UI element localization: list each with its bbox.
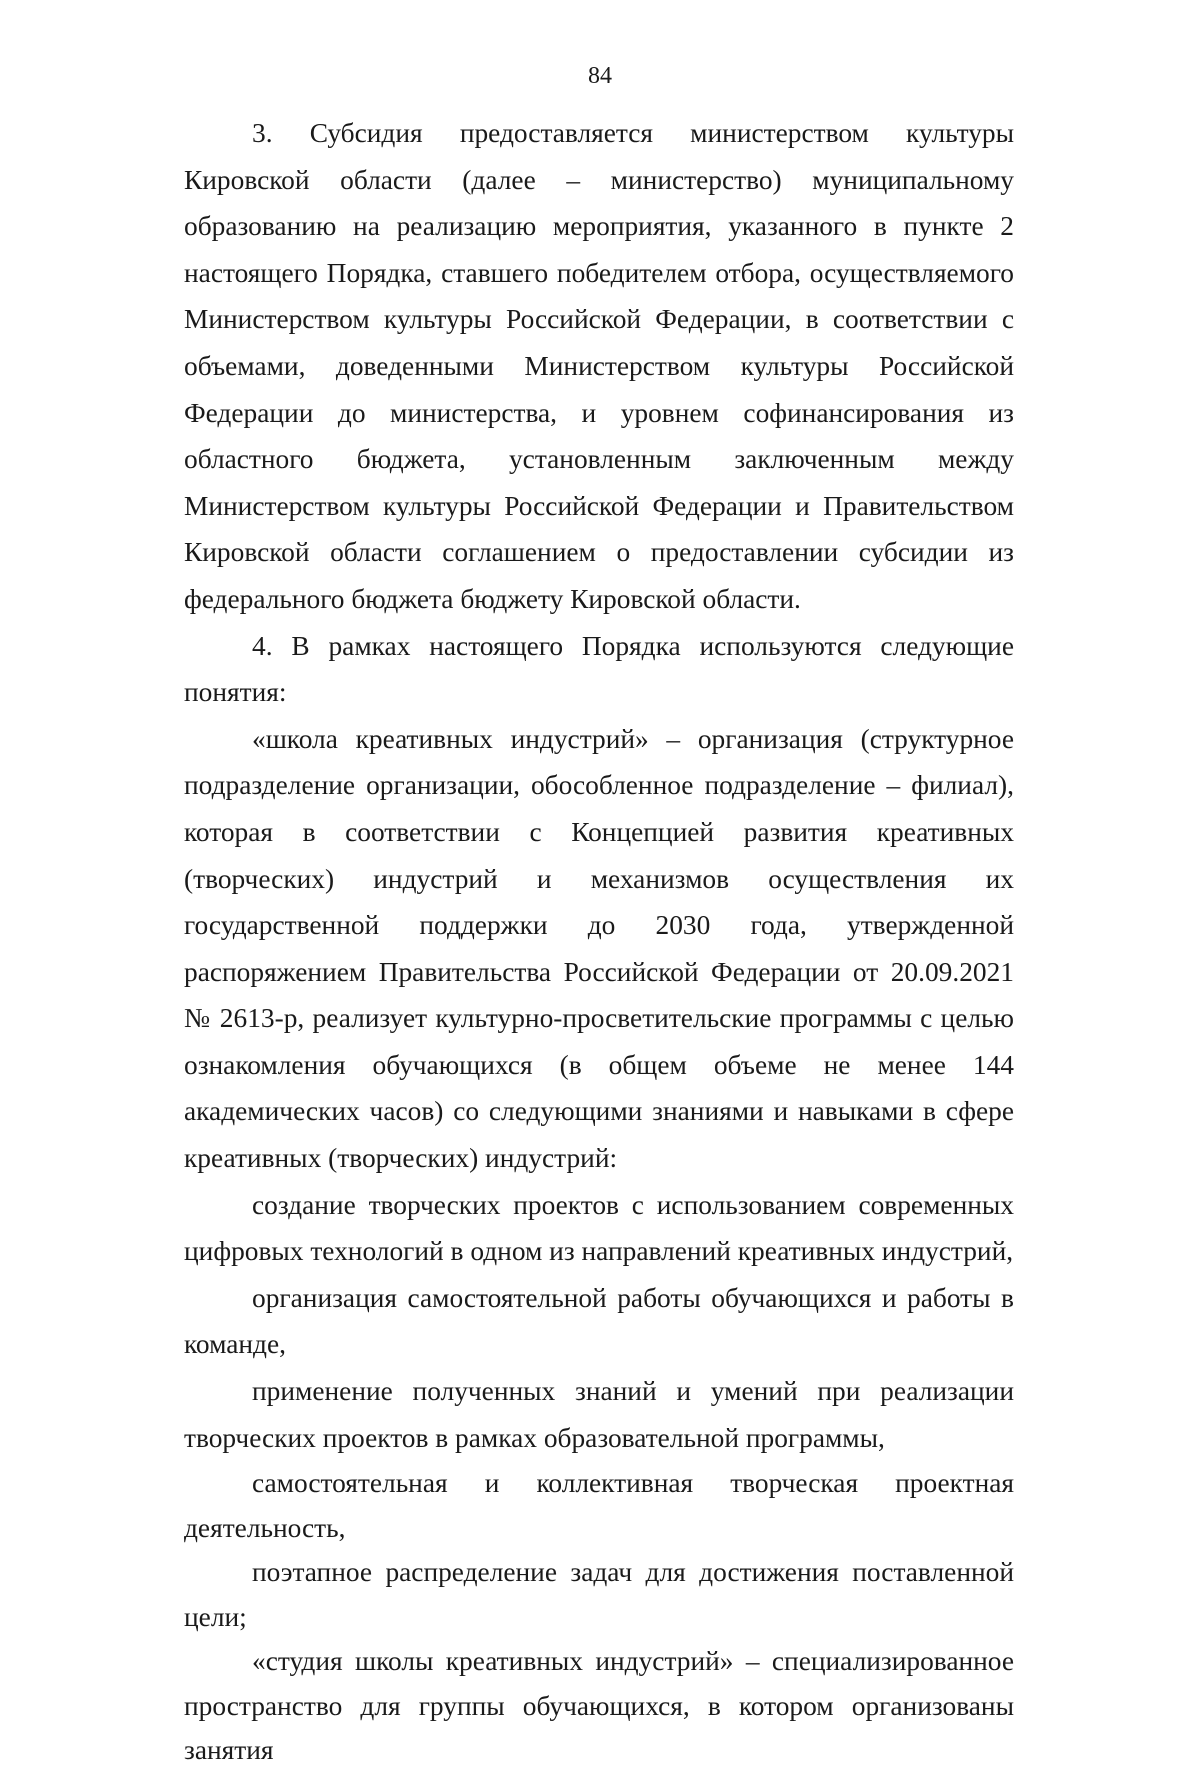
paragraph-subsidy-provision: 3. Субсидия предоставляется министерством культуры Кировской области (далее – министерство) муниципальному образованию на реализацию мероприятия, указанного в пункте 2 настоящего Порядка, ставшего победителем отбора, осуществляемого Министерством культуры Российской Федерации, в соответствии с объемами, доведенными Министерством культуры Российской Федерации до министерства, и уровнем софинансирования из областного бюджета, установленным заключенным между Министерством культуры Российской Федерации и Правительством Кировской области соглашением о предоставлении субсидии из федерального бюджета бюджету Кировской области.	[184, 118, 1014, 614]
paragraph-definitions-intro: 4. В рамках настоящего Порядка используются следующие понятия:	[184, 630, 1014, 708]
list-item-creative-projects: создание творческих проектов с использованием современных цифровых технологий в одном из направлений креативных индустрий,	[184, 1189, 1014, 1267]
list-item-teamwork: организация самостоятельной работы обучающихся и работы в команде,	[184, 1282, 1014, 1360]
paragraph-studio-definition: «студия школы креативных индустрий» – специализированное пространство для группы обучающихся, в котором организованы занятия	[184, 1646, 1014, 1766]
page-number: 84	[588, 63, 612, 89]
list-item-task-distribution: поэтапное распределение задач для достижения поставленной цели;	[184, 1557, 1014, 1632]
list-item-project-activity: самостоятельная и коллективная творческая проектная деятельность,	[184, 1468, 1014, 1543]
paragraph-school-definition: «школа креативных индустрий» – организация (структурное подразделение организации, обособленное подразделение – филиал), которая в соответствии с Концепцией развития креативных (творческих) индустрий и механизмов осуществления их государственной поддержки до 2030 года, утвержденной распоряжением Правительства Российской Федерации от 20.09.2021 № 2613-р, реализует культурно-просветительские программы с целью ознакомления обучающихся (в общем объеме не менее 144 академических часов) со следующими знаниями и навыками в сфере креативных (творческих) индустрий:	[184, 723, 1014, 1174]
list-item-knowledge-application: применение полученных знаний и умений при реализации творческих проектов в рамках образовательной программы,	[184, 1376, 1014, 1453]
document-body	[184, 110, 1014, 1773]
